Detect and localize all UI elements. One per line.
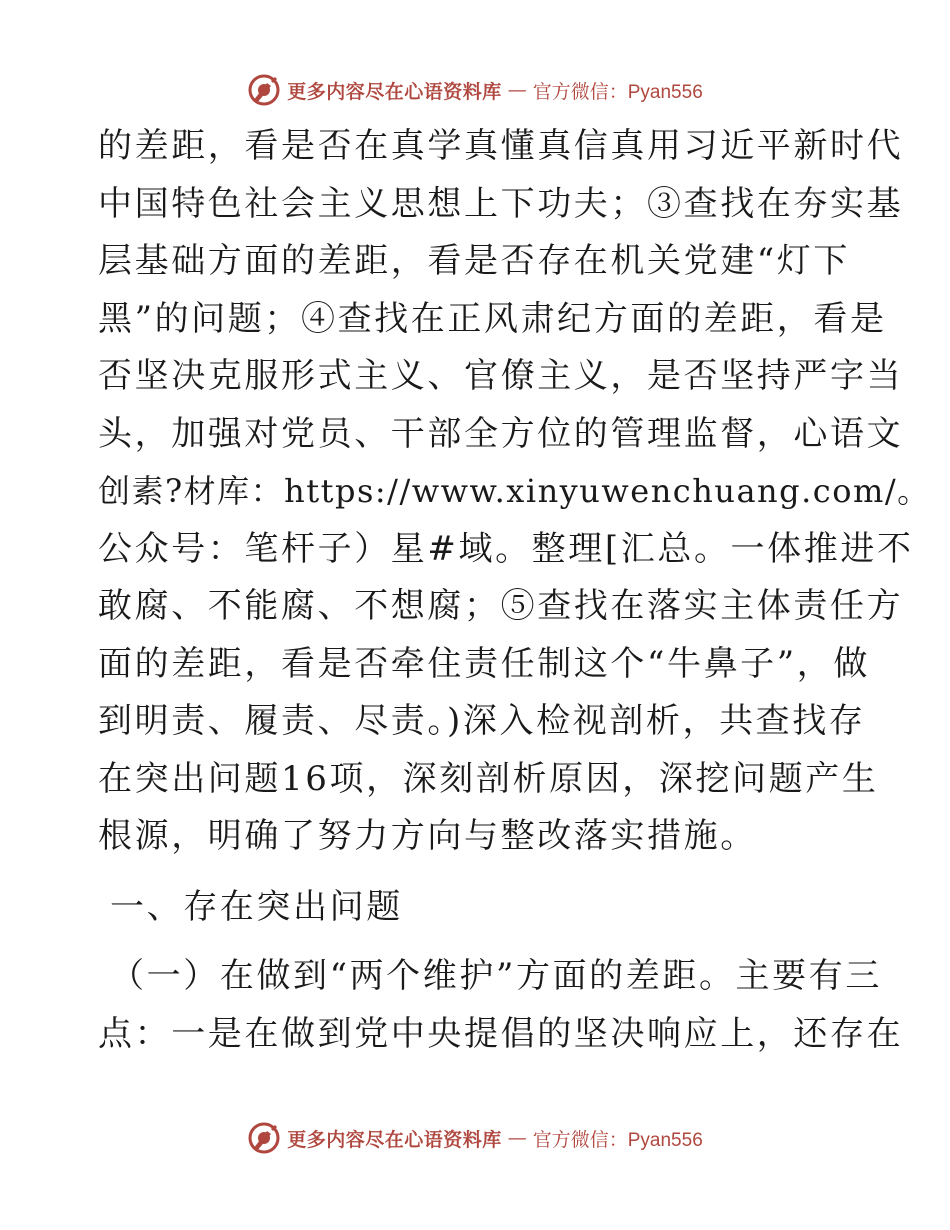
- header-banner-dash: —: [507, 79, 527, 101]
- header-banner-text: 更多内容尽在心语资料库: [287, 80, 502, 103]
- body-line: 根源，明确了努力方向与整改落实措施。: [98, 816, 757, 856]
- body-line: 到明责、履责、尽责。)深入检视剖析，共查找存: [98, 701, 866, 741]
- header-wechat-label: 官方微信：Pyan556: [532, 81, 703, 103]
- body-line: 点：一是在做到党中央提倡的坚决响应上，还存在: [98, 1013, 904, 1054]
- subsection-line: （一）在做到“两个维护”方面的差距。主要有三: [110, 955, 882, 996]
- brand-logo-icon: [247, 73, 281, 107]
- brand-logo-icon: [247, 1121, 281, 1155]
- body-line: 敢腐、不能腐、不想腐；⑤查找在落实主体责任方: [98, 586, 904, 626]
- footer-banner-dash: —: [507, 1127, 527, 1149]
- header-watermark-banner: [0, 68, 950, 112]
- body-line: 否坚决克服形式主义、官僚主义，是否坚持严字当: [98, 356, 904, 396]
- body-line: 公众号：笔杆子）星#域。整理[汇总。一体推进不: [98, 528, 914, 569]
- document-body: [98, 118, 931, 1063]
- body-line: 的差距，看是否在真学真懂真信真用习近平新时代: [98, 126, 904, 166]
- body-line: 头，加强对党员、干部全方位的管理监督，心语文: [98, 413, 904, 454]
- body-line: 黑”的问题；④查找在正风肃纪方面的差距，看是: [98, 298, 887, 339]
- footer-banner-text: 更多内容尽在心语资料库: [287, 1128, 502, 1151]
- footer-wechat-label: 官方微信：Pyan556: [532, 1129, 703, 1151]
- body-line: 面的差距，看是否牵住责任制这个“牛鼻子”，做: [98, 643, 870, 684]
- body-line-url: 创素?材库：https://www.xinyuwenchuang.com/。: [98, 472, 931, 510]
- section-heading: 一、存在突出问题: [110, 886, 403, 927]
- body-line: 中国特色社会主义思想上下功夫；③查找在夯实基: [98, 183, 904, 224]
- body-line: 在突出问题16项，深刻剖析原因，深挖问题产生: [98, 758, 879, 799]
- footer-watermark-banner: [0, 1116, 950, 1160]
- body-line: 层基础方面的差距，看是否存在机关党建“灯下: [98, 241, 850, 281]
